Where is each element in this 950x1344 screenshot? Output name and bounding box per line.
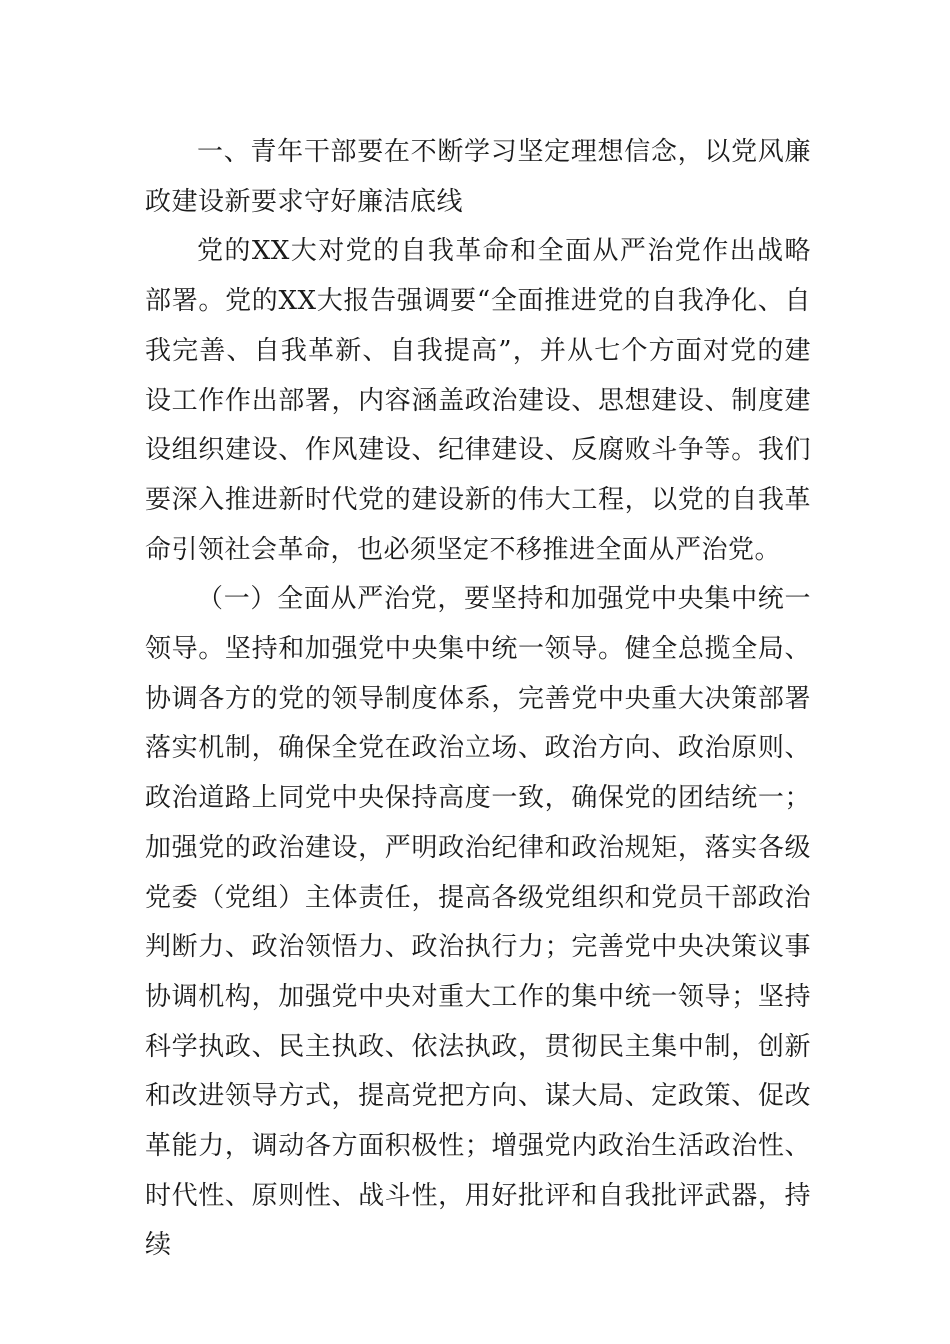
paragraph: （一）全面从严治党，要坚持和加强党中央集中统一领导。坚持和加强党中央集中统一领导。健全总揽全局、协调各方的党的领导制度体系，完善党中央重大决策部署落实机制，确保全党在政治立场、政治方向、政治原则、政治道路上同党中央保持高度一致，确保党的团结统一；加强党的政治建设，严明政治纪律和政治规矩，落实各级党委（党组）主体责任，提高各级党组织和党员干部政治判断力、政治领悟力、政治执行力；完善党中央决策议事协调机构，加强党中央对重大工作的集中统一领导；坚持科学执政、民主执政、依法执政，贯彻民主集中制，创新和改进领导方式，提高党把方向、谋大局、定政策、促改革能力，调动各方面积极性；增强党内政治生活政治性、时代性、原则性、战斗性，用好批评和自我批评武器，持续 (145, 584, 811, 1261)
section-heading: 一、青年干部要在不断学习坚定理想信念，以党风廉政建设新要求守好廉洁底线 (145, 137, 811, 217)
paragraph: 党的XX大对党的自我革命和全面从严治党作出战略部署。党的XX大报告强调要“全面推进党的自我净化、自我完善、自我革新、自我提高”，并从七个方面对党的建设工作作出部署，内容涵盖政治建设、思想建设、制度建设组织建设、作风建设、纪律建设、反腐败斗争等。我们要深入推进新时代党的建设新的伟大工程，以党的自我革命引领社会革命，也必须坚定不移推进全面从严治党。 (145, 236, 811, 565)
document-body (145, 128, 811, 1271)
